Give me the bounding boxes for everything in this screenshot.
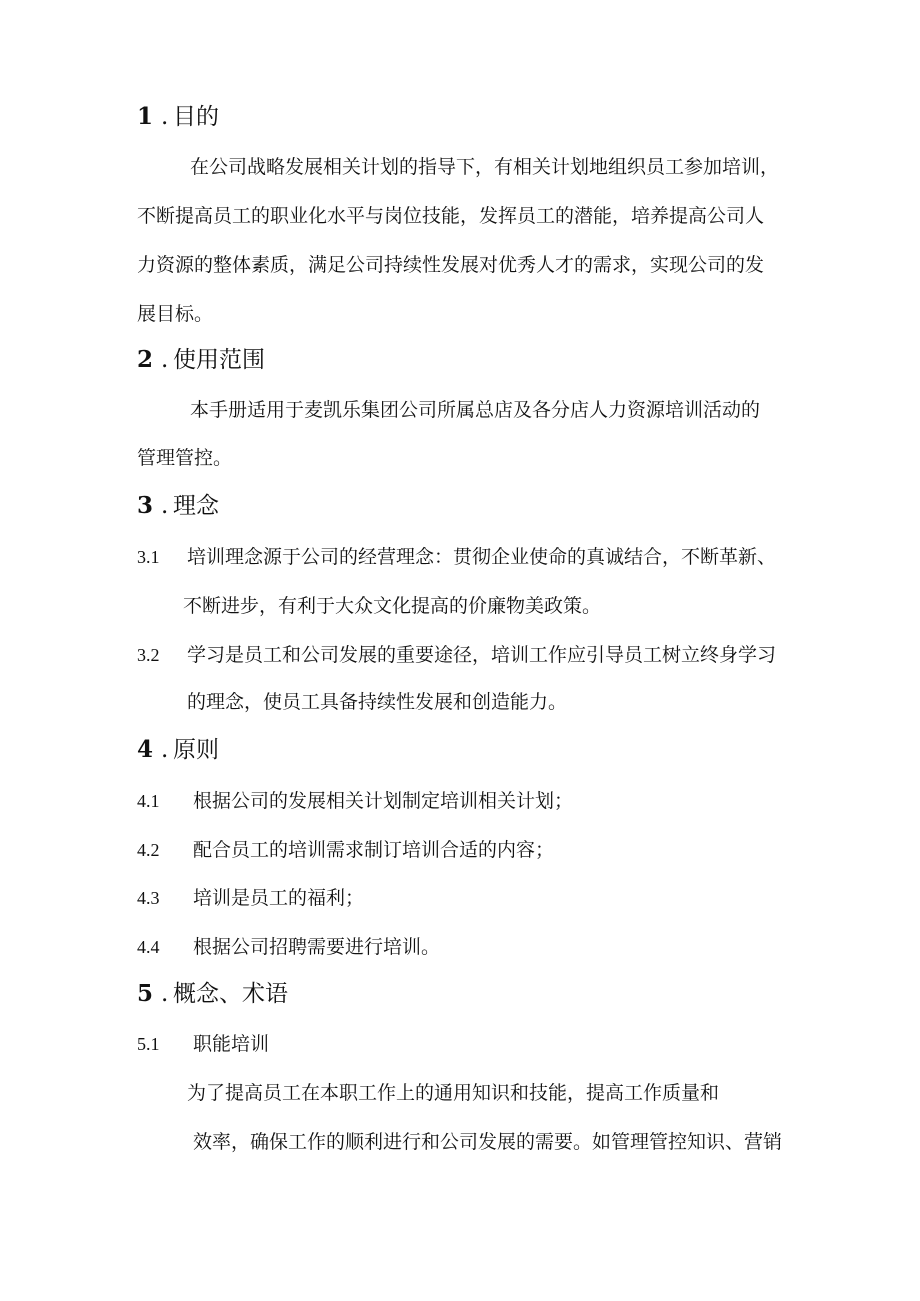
section-1-para-line: 力资源的整体素质，满足公司持续性发展对优秀人才的需求，实现公司的发 — [137, 254, 765, 276]
item-number: 3.1 — [137, 547, 160, 567]
item-4-3-text: 培训是员工的福利； — [193, 887, 365, 909]
section-title: 使用范围 — [173, 347, 265, 373]
section-2-para-line: 本手册适用于麦凯乐集团公司所属总店及各分店人力资源培训活动的 — [190, 399, 761, 421]
section-1-para-line: 在公司战略发展相关计划的指导下，有相关计划地组织员工参加培训， — [190, 156, 780, 178]
section-title: 目的 — [173, 104, 219, 130]
item-number: 5.1 — [137, 1034, 160, 1054]
section-2-para-line: 管理管控。 — [137, 447, 233, 469]
item-3-1-line: 培训理念源于公司的经营理念：贯彻企业使命的真诚结合，不断革新、 — [187, 546, 777, 568]
section-1-para-line: 不断提高员工的职业化水平与岗位技能，发挥员工的潜能，培养提高公司人 — [137, 205, 765, 227]
item-4-4-text: 根据公司招聘需要进行培训。 — [193, 936, 441, 958]
section-number: 3 — [137, 492, 154, 519]
section-title: 理念 — [173, 493, 219, 519]
item-number: 4.1 — [137, 791, 160, 811]
item-number: 4.4 — [137, 937, 160, 957]
item-number: 3.2 — [137, 645, 160, 665]
item-number: 4.3 — [137, 888, 160, 908]
section-4-heading: 4 . 原则 — [137, 736, 219, 763]
section-1-para-line: 展目标。 — [137, 303, 214, 325]
section-3-heading: 3 . 理念 — [137, 492, 219, 519]
item-3-2-line: 的理念，使员工具备持续性发展和创造能力。 — [187, 691, 568, 713]
section-5-para-line: 为了提高员工在本职工作上的通用知识和技能，提高工作质量和 — [187, 1082, 720, 1104]
item-5-1-text: 职能培训 — [193, 1033, 270, 1055]
section-title: 概念、术语 — [173, 981, 288, 1007]
section-number: 2 — [137, 346, 154, 373]
section-2-heading: 2 . 使用范围 — [137, 346, 265, 373]
item-4-1-text: 根据公司的发展相关计划制定培训相关计划； — [193, 790, 574, 812]
item-4-2-text: 配合员工的培训需求制订培训合适的内容； — [193, 839, 555, 861]
item-3-2-line: 学习是员工和公司发展的重要途径，培训工作应引导员工树立终身学习 — [187, 644, 777, 666]
item-3-1-line: 不断进步，有利于大众文化提高的价廉物美政策。 — [183, 595, 602, 617]
section-5-heading: 5 . 概念、术语 — [137, 980, 288, 1007]
section-5-para-line: 效率，确保工作的顺利进行和公司发展的需要。如管理管控知识、营销 — [193, 1131, 783, 1153]
item-number: 4.2 — [137, 840, 160, 860]
section-number: 5 — [137, 980, 154, 1007]
section-1-heading: 1 . 目的 — [137, 103, 219, 130]
section-number: 4 — [137, 736, 154, 763]
section-title: 原则 — [173, 737, 219, 763]
section-number: 1 — [137, 103, 154, 130]
